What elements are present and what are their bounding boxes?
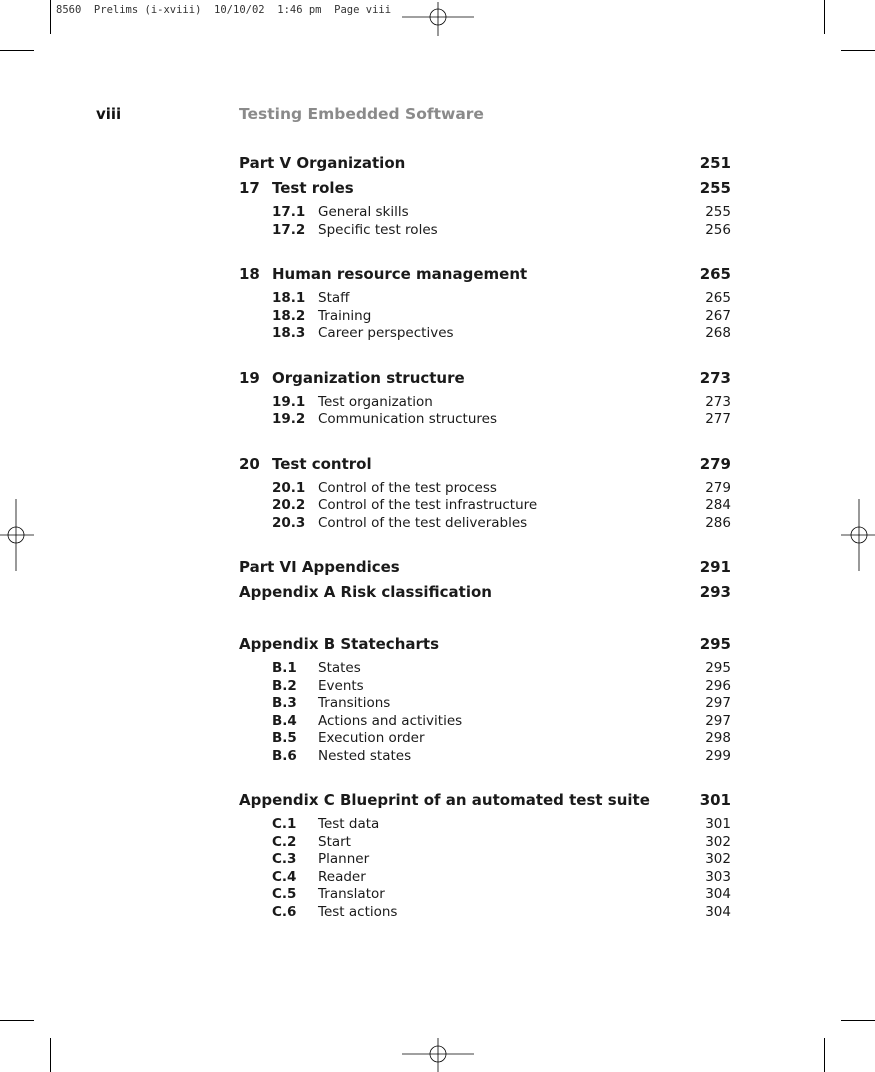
toc-chapter-number: 17 [239,179,260,197]
toc-page-number: 286 [705,514,731,531]
toc-page-number: 299 [705,747,731,764]
toc-chapter-number: 19 [239,368,260,387]
toc-page-number: 273 [699,368,731,387]
toc-appendix-title: Appendix A Risk classification [239,583,492,601]
toc-page-number: 265 [705,290,731,306]
toc-appendix-title: Appendix C Blueprint of an automated test suite [239,791,650,809]
toc-page-number: 267 [705,307,731,324]
toc-section-number: 19.2 [272,411,306,427]
toc-part-entry [239,152,731,177]
toc-chapter-entry [239,263,731,290]
toc-section-entry [239,411,731,429]
toc-section-title: Nested states [318,747,412,764]
toc-page-number: 304 [705,886,731,902]
table-of-contents [239,152,731,921]
toc-section-entry [239,497,731,515]
toc-section-number: B.3 [272,695,297,711]
toc-chapter-number: 18 [239,265,260,283]
toc-chapter-entry [239,177,731,204]
crop-mark [50,1038,51,1072]
toc-section-title: Control of the test process [318,479,497,496]
toc-appendix-title: Appendix B Statecharts [239,635,439,653]
toc-page-number: 302 [705,851,731,867]
toc-section-entry [239,394,731,412]
toc-section-title: Transitions [318,695,391,711]
toc-page-number: 291 [699,558,731,576]
toc-chapter-title: Human resource management [272,265,528,283]
toc-page-number: 303 [705,868,731,885]
toc-page-number: 295 [705,660,731,676]
toc-chapter-number: 20 [239,454,260,473]
toc-page-number: 255 [705,204,731,220]
toc-page-number: 279 [699,454,731,473]
toc-section-title: Test organization [318,393,433,410]
toc-section-number: B.5 [272,730,297,746]
toc-part-entry [239,556,731,581]
toc-section-number: C.6 [272,903,297,920]
toc-section-entry [239,886,731,904]
toc-section-entry [239,325,731,343]
toc-section-entry [239,678,731,696]
toc-section-entry [239,222,731,240]
registration-mark-bottom [402,1038,474,1072]
toc-section-title: General skills [318,204,409,220]
toc-section-number: 18.2 [272,307,306,324]
toc-section-title: Staff [318,290,350,306]
registration-mark-right [841,499,875,571]
toc-section-number: C.1 [272,816,297,832]
toc-page-number: 265 [699,265,731,283]
toc-section-number: 17.2 [272,221,306,238]
toc-part-label: Part V Organization [239,154,406,172]
toc-page-number: 301 [705,816,731,832]
toc-page-number: 298 [705,730,731,746]
toc-section-title: Control of the test infrastructure [318,497,538,513]
toc-section-title: Start [318,833,351,850]
toc-section-number: B.1 [272,660,297,676]
toc-section-title: Training [318,307,372,324]
toc-section-number: C.3 [272,851,297,867]
toc-section-title: Career perspectives [318,325,454,341]
toc-section-number: 17.1 [272,204,306,220]
toc-section-number: B.2 [272,677,297,694]
toc-section-number: 18.1 [272,290,306,306]
toc-section-title: Events [318,677,364,694]
crop-mark [824,1038,825,1072]
registration-mark-top [402,2,474,36]
toc-section-entry [239,290,731,308]
toc-chapter-entry [239,367,731,394]
toc-section-title: Planner [318,851,370,867]
toc-section-entry [239,851,731,869]
toc-page-number: 297 [705,695,731,711]
toc-page-number: 297 [705,712,731,729]
crop-mark [841,1020,875,1021]
toc-section-entry [239,748,731,766]
toc-page-number: 301 [699,791,731,809]
crop-mark [0,1020,34,1021]
toc-section-entry [239,904,731,922]
toc-appendix-entry [239,633,731,660]
toc-section-title: Translator [318,886,385,902]
toc-appendix-entry [239,581,731,606]
toc-section-number: 19.1 [272,393,306,410]
toc-section-entry [239,816,731,834]
toc-page-number: 273 [705,393,731,410]
toc-section-number: C.2 [272,833,297,850]
toc-section-number: C.5 [272,886,297,902]
toc-section-entry [239,834,731,852]
toc-chapter-title: Test roles [272,179,354,197]
toc-section-number: 20.3 [272,514,306,531]
toc-section-title: Execution order [318,730,425,746]
toc-section-entry [239,308,731,326]
toc-page-number: 251 [699,154,731,172]
toc-section-title: Reader [318,868,366,885]
toc-page-number: 268 [705,325,731,341]
toc-section-entry [239,660,731,678]
crop-mark [0,50,34,51]
toc-page-number: 284 [705,497,731,513]
toc-section-number: 20.1 [272,479,306,496]
toc-page-number: 256 [705,221,731,238]
toc-section-entry [239,869,731,887]
toc-section-entry [239,204,731,222]
toc-section-entry [239,695,731,713]
toc-page-number: 279 [705,479,731,496]
toc-section-entry [239,480,731,498]
toc-page-number: 293 [699,583,731,601]
registration-mark-left [0,499,34,571]
toc-appendix-entry [239,789,731,816]
toc-page-number: 296 [705,677,731,694]
toc-chapter-entry [239,453,731,480]
running-head: Testing Embedded Software [239,105,484,123]
toc-section-number: C.4 [272,868,297,885]
toc-page-number: 295 [699,635,731,653]
toc-page-number: 304 [705,903,731,920]
printer-slug: 8560 Prelims (i-xviii) 10/10/02 1:46 pm Page viii [56,4,392,16]
toc-section-number: 18.3 [272,325,306,341]
toc-section-title: Test data [318,816,380,832]
toc-part-label: Part VI Appendices [239,558,400,576]
toc-page-number: 255 [699,179,731,197]
toc-section-title: Specific test roles [318,221,438,238]
toc-section-number: 20.2 [272,497,306,513]
crop-mark [50,0,51,34]
toc-page-number: 277 [705,411,731,427]
toc-section-title: Control of the test deliverables [318,514,528,531]
toc-section-entry [239,515,731,533]
toc-section-title: Test actions [318,903,398,920]
toc-section-title: Communication structures [318,411,497,427]
toc-section-number: B.4 [272,712,297,729]
toc-section-title: Actions and activities [318,712,463,729]
toc-section-entry [239,730,731,748]
toc-section-entry [239,713,731,731]
toc-chapter-title: Organization structure [272,368,465,387]
toc-page-number: 302 [705,833,731,850]
crop-mark [824,0,825,34]
toc-chapter-title: Test control [272,454,372,473]
crop-mark [841,50,875,51]
page-number: viii [96,105,122,123]
toc-section-title: States [318,660,361,676]
toc-section-number: B.6 [272,747,297,764]
